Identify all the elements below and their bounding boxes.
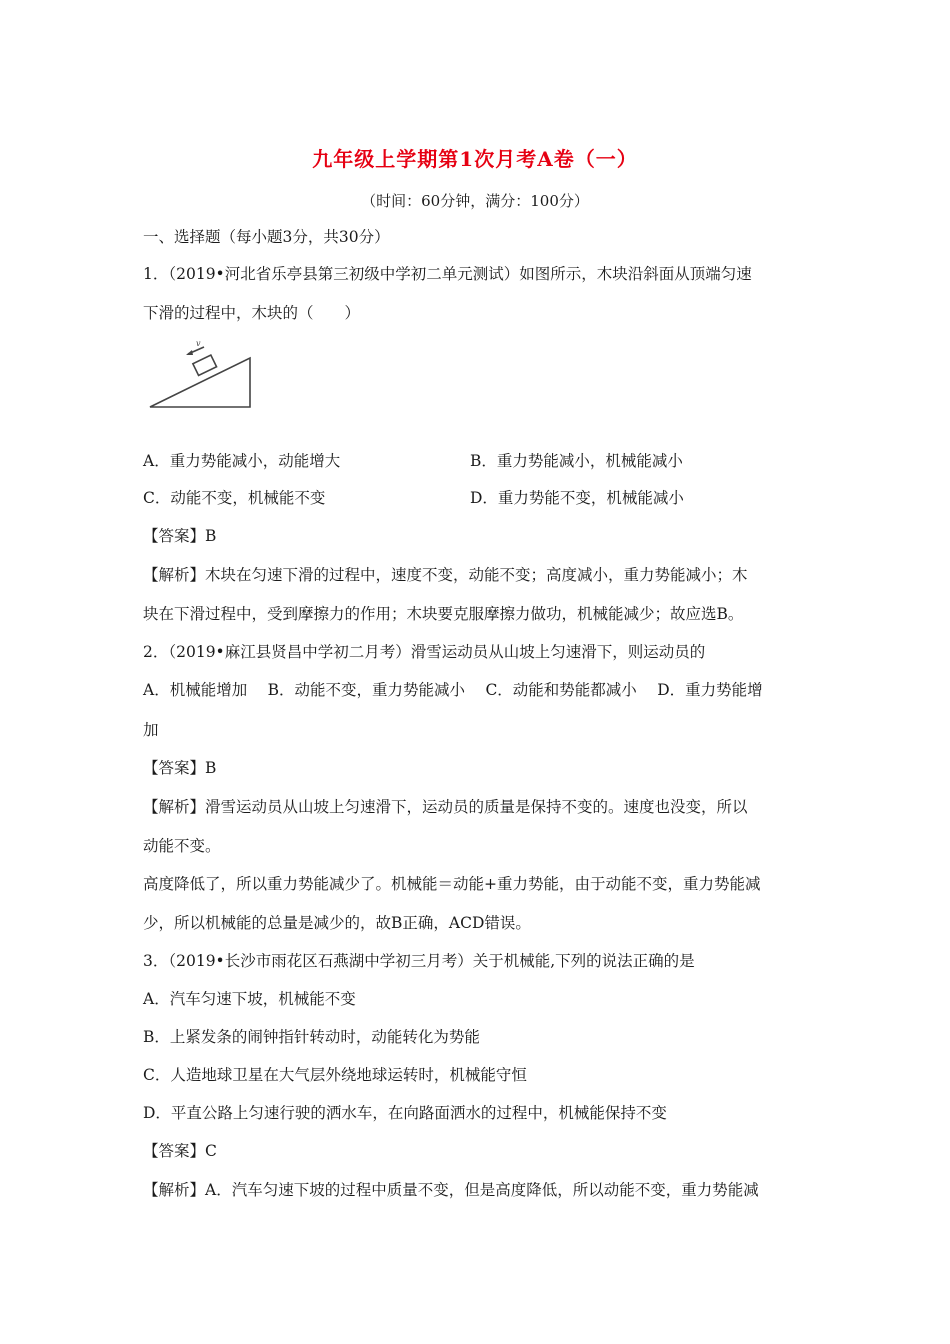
q1-stem-line1: 1．（2019•河北省乐亭县第三初级中学初二单元测试）如图所示，木块沿斜面从顶端匀速 <box>143 265 752 283</box>
wooden-block <box>193 355 217 375</box>
q2-analysis-line3: 高度降低了，所以重力势能减少了。机械能＝动能+重力势能，由于动能不变，重力势能减 <box>143 875 761 893</box>
q2-options-line1: A．机械能增加 B．动能不变，重力势能减小 C．动能和势能都减小 D．重力势能增 <box>143 681 763 699</box>
q3-answer: 【答案】C <box>143 1142 217 1160</box>
q2-analysis-line1: 【解析】滑雪运动员从山坡上匀速滑下，运动员的质量是保持不变的。速度也没变，所以 <box>143 798 748 816</box>
q1-stem-line2: 下滑的过程中，木块的（ ） <box>143 304 361 322</box>
q2-analysis-line2: 动能不变。 <box>143 837 221 855</box>
q1-analysis-line2: 块在下滑过程中，受到摩擦力的作用；木块要克服摩擦力做功，机械能减少；故应选B。 <box>143 605 744 623</box>
section-heading: 一、选择题（每小题3分，共30分） <box>143 228 390 246</box>
q3-option-d: D．平直公路上匀速行驶的洒水车，在向路面洒水的过程中，机械能保持不变 <box>143 1104 667 1122</box>
q3-analysis-line1: 【解析】A．汽车匀速下坡的过程中质量不变，但是高度降低，所以动能不变，重力势能减 <box>143 1181 759 1199</box>
velocity-arrowhead <box>186 350 193 355</box>
q1-option-a: A．重力势能减小，动能增大 <box>143 452 341 470</box>
q3-stem: 3．（2019•长沙市雨花区石燕湖中学初三月考）关于机械能,下列的说法正确的是 <box>143 952 695 970</box>
incline-figure <box>146 338 256 410</box>
q2-options-line2: 加 <box>143 721 159 739</box>
q1-analysis-line1: 【解析】木块在匀速下滑的过程中，速度不变，动能不变；高度减小，重力势能减小；木 <box>143 566 748 584</box>
q2-stem: 2．（2019•麻江县贤昌中学初二月考）滑雪运动员从山坡上匀速滑下，则运动员的 <box>143 643 706 661</box>
exam-info: （时间：60分钟，满分：100分） <box>361 192 589 210</box>
page-title: 九年级上学期第1次月考A卷（一） <box>312 147 638 171</box>
q2-answer: 【答案】B <box>143 759 217 777</box>
q1-option-b: B．重力势能减小，机械能减小 <box>470 452 683 470</box>
velocity-label: v <box>196 339 201 348</box>
q1-option-c: C．动能不变，机械能不变 <box>143 489 326 507</box>
q3-option-b: B．上紧发条的闹钟指针转动时，动能转化为势能 <box>143 1028 480 1046</box>
q1-option-d: D．重力势能不变，机械能减小 <box>470 489 684 507</box>
q1-answer: 【答案】B <box>143 527 217 545</box>
q2-analysis-line4: 少，所以机械能的总量是减少的，故B正确，ACD错误。 <box>143 914 531 932</box>
q3-option-a: A．汽车匀速下坡，机械能不变 <box>143 990 356 1008</box>
q3-option-c: C．人造地球卫星在大气层外绕地球运转时，机械能守恒 <box>143 1066 527 1084</box>
